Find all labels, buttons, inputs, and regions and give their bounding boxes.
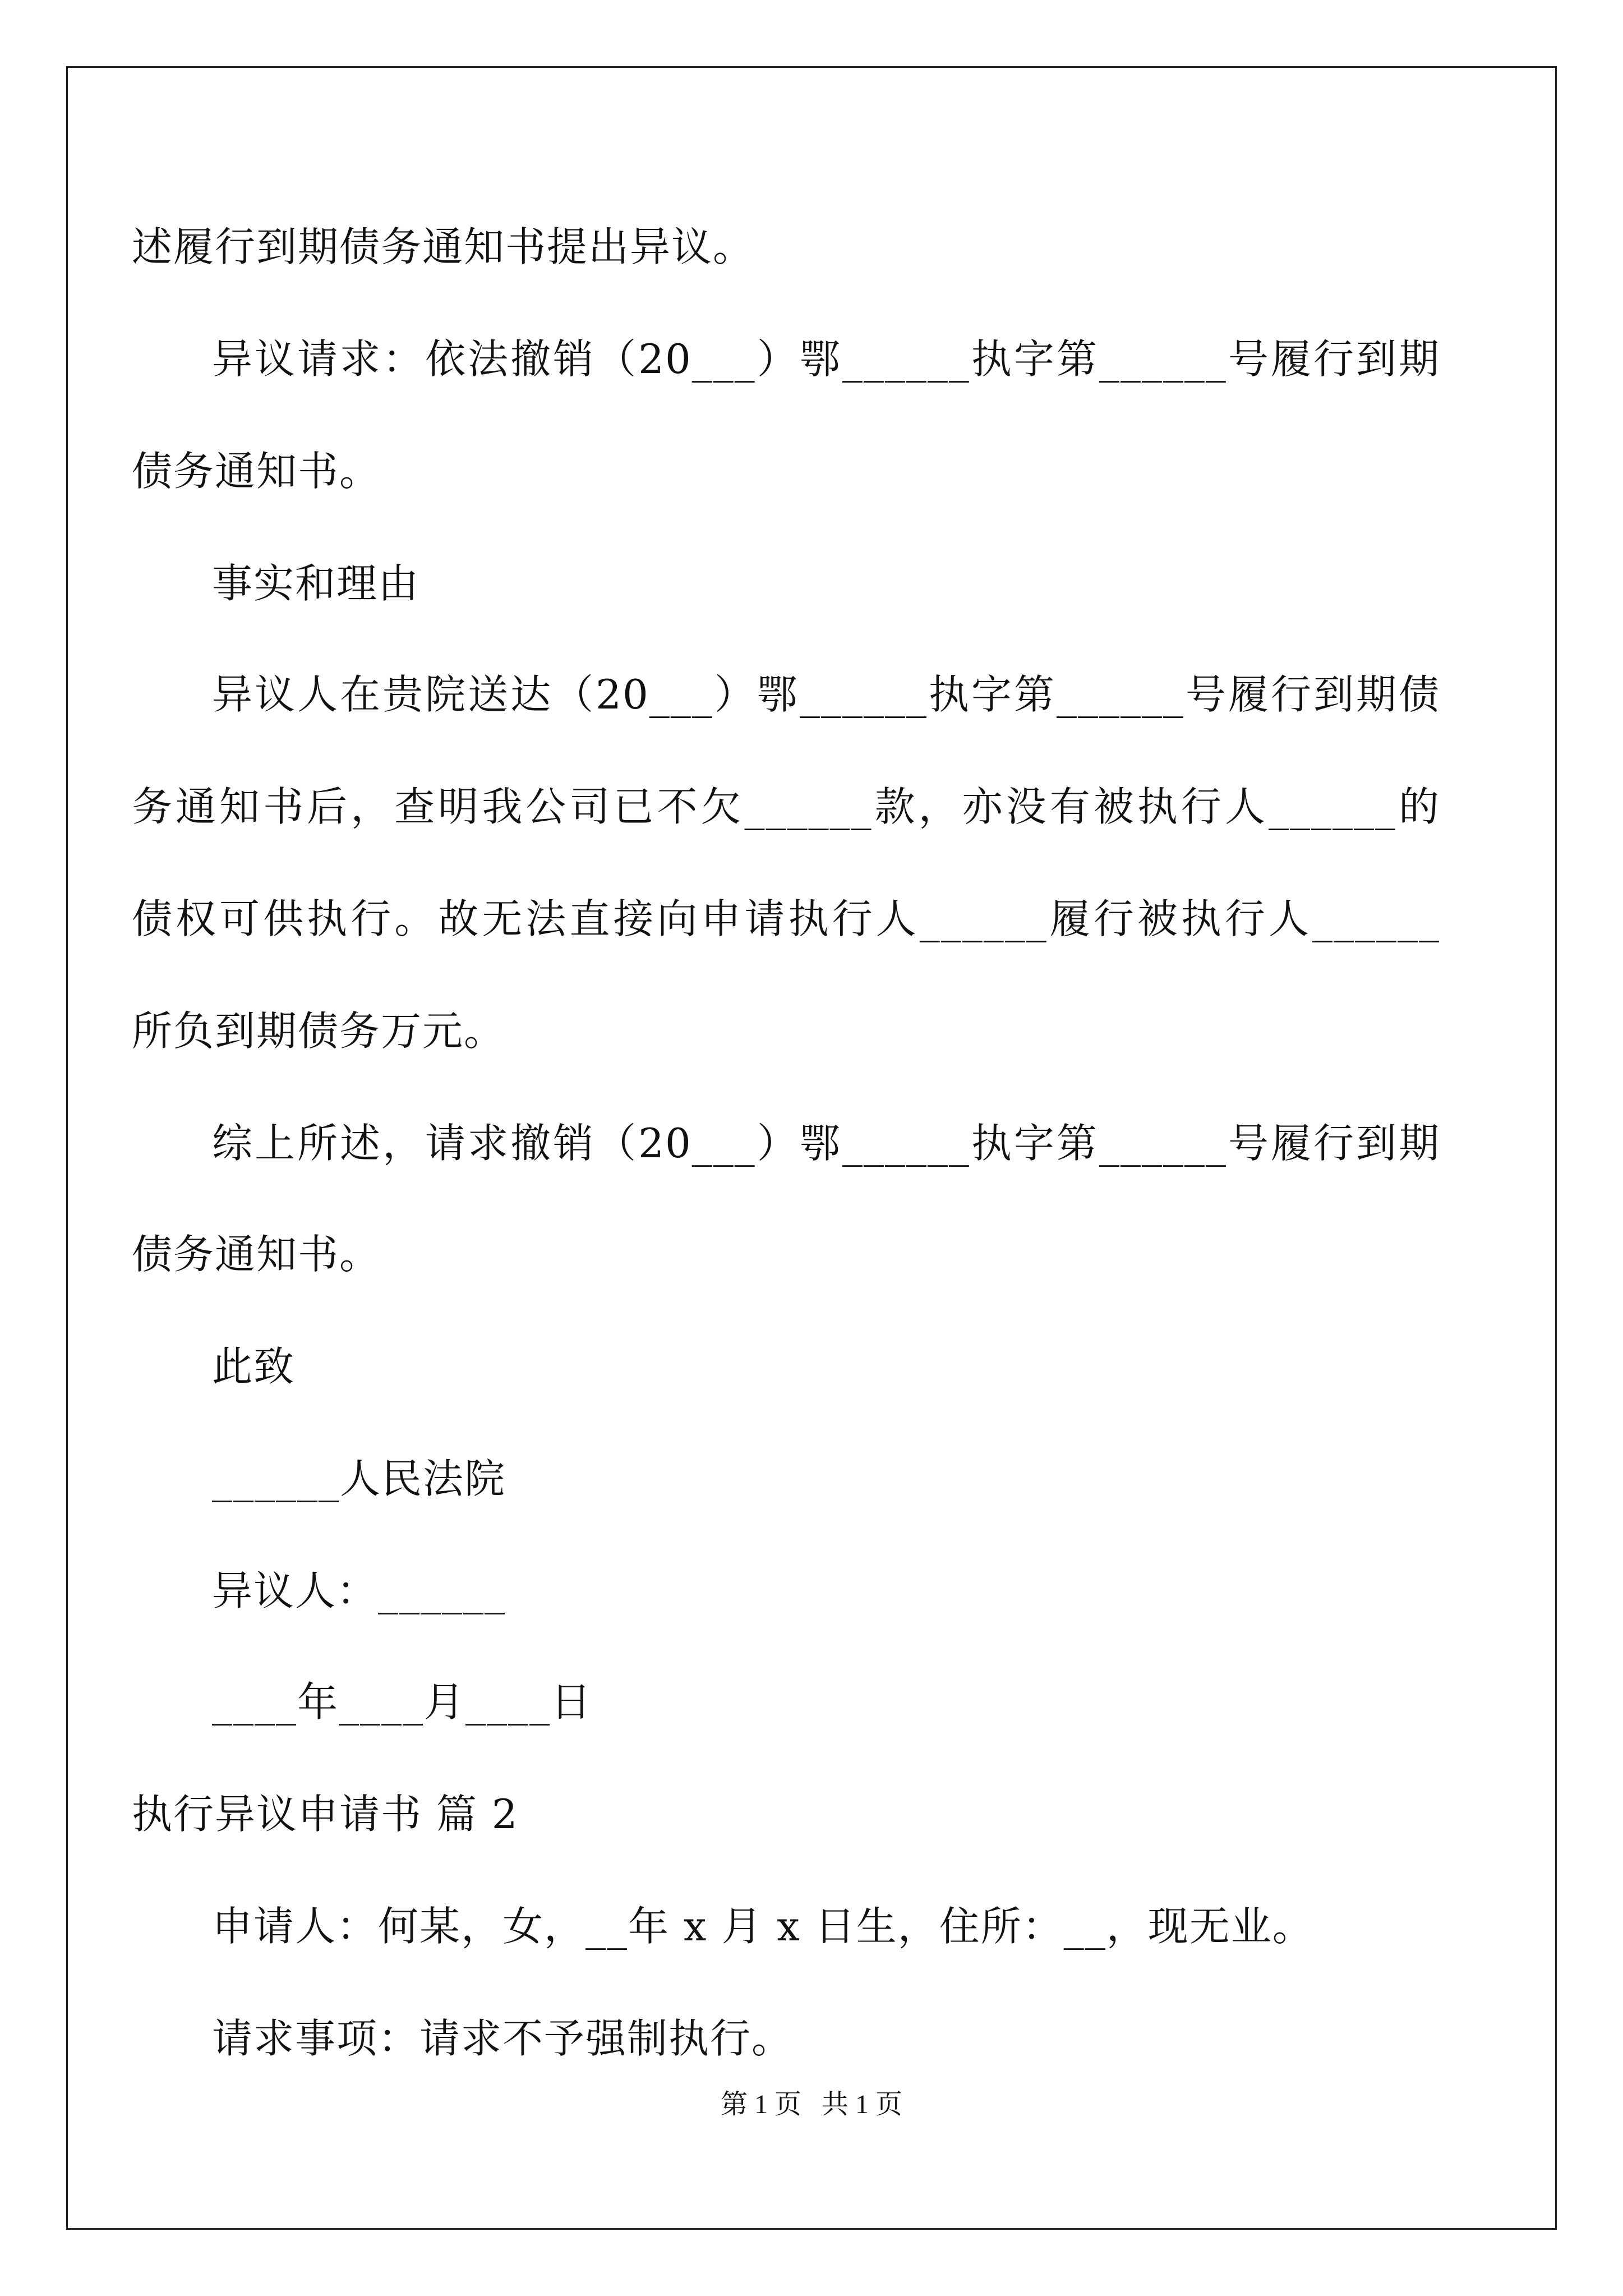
paragraph-line: 请求事项：请求不予强制执行。 (212, 2015, 794, 2062)
paragraph-line: 债权可供执行。故无法直接向申请执行人______履行被执行人______ (132, 895, 1440, 942)
objector-signature: 异议人：______ (212, 1567, 506, 1614)
paragraph-line: 债务通知书。 (132, 448, 381, 495)
paragraph-line: 异议人在贵院送达（20___）鄂______执字第______号履行到期债 (212, 671, 1440, 718)
paragraph-line: 述履行到期债务通知书提出异议。 (132, 223, 755, 270)
paragraph-line: 务通知书后，查明我公司已不欠______款，亦没有被执行人______的 (132, 783, 1440, 830)
page-footer: 第 1 页 共 1 页 (720, 2090, 902, 2119)
paragraph-line: 异议请求：依法撤销（20___）鄂______执字第______号履行到期 (212, 335, 1440, 383)
salutation: 此致 (212, 1343, 296, 1390)
date-line: ____年____月____日 (212, 1678, 593, 1726)
court-name: ______人民法院 (212, 1455, 506, 1502)
paragraph-line: 综上所述，请求撤销（20___）鄂______执字第______号履行到期 (212, 1120, 1440, 1167)
section-title: 执行异议申请书 篇 2 (132, 1791, 519, 1838)
paragraph-line: 债务通知书。 (132, 1231, 381, 1278)
paragraph-line: 所负到期债务万元。 (132, 1007, 506, 1055)
paragraph-line: 申请人：何某，女，__年 x 月 x 日生，住所：__，现无业。 (212, 1903, 1314, 1950)
section-heading: 事实和理由 (212, 560, 420, 607)
